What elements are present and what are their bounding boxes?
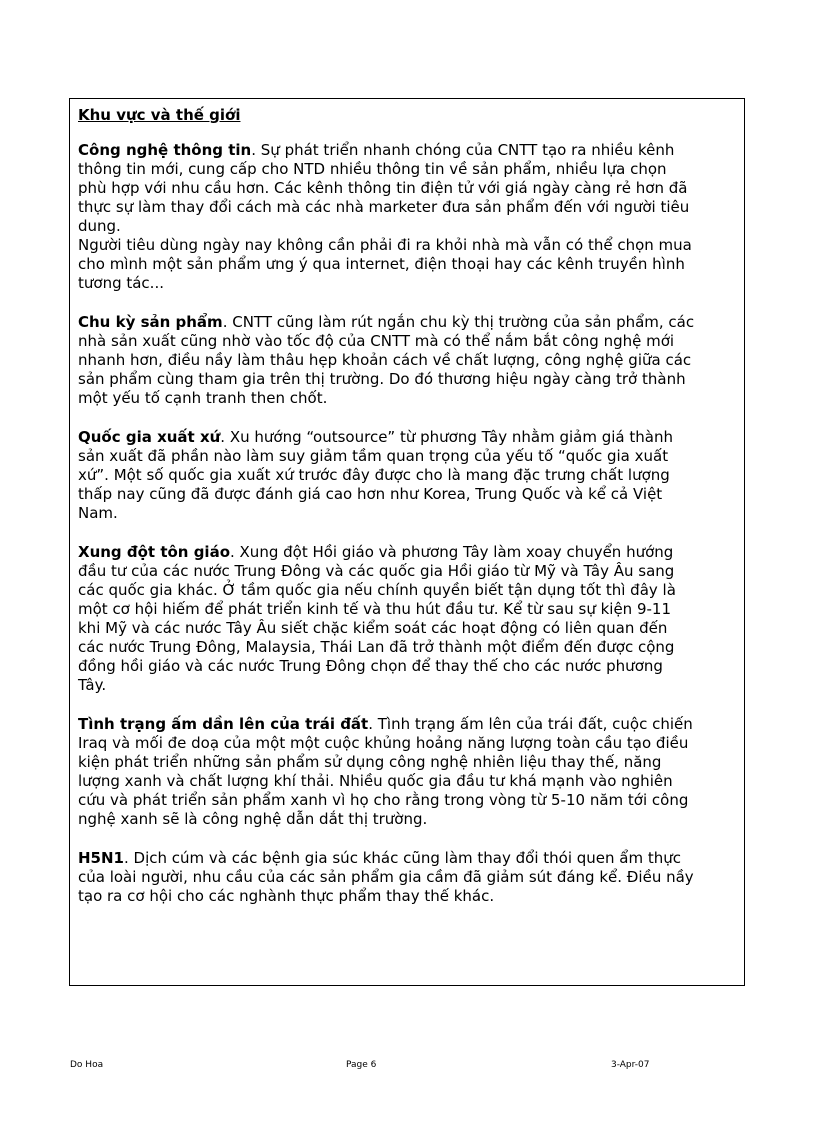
paragraph-line-text: . CNTT cũng làm rút ngắn chu kỳ thị trường của sản phẩm, các [222, 313, 695, 331]
paragraph-line: đầu tư của các nước Trung Đông và các quốc gia Hồi giáo từ Mỹ và Tây Âu sang [78, 562, 675, 580]
paragraph-line: lượng xanh và chất lượng khí thải. Nhiều quốc gia đầu tư khá mạnh vào nghiên [78, 772, 673, 790]
paragraph-line: Người tiêu dùng ngày nay không cần phải đi ra khỏi nhà mà vẫn có thể chọn mua [78, 236, 692, 254]
paragraph-line: thông tin mới, cung cấp cho NTD nhiều thông tin về sản phẩm, nhiều lựa chọn [78, 160, 667, 178]
paragraph-line: kiện phát triển những sản phẩm sử dụng công nghệ nhiên liệu thay thế, năng [78, 753, 662, 771]
paragraph-line-text: . Sự phát triển nhanh chóng của CNTT tạo ra nhiều kênh [251, 141, 675, 159]
paragraph-line: sản phẩm cùng tham gia trên thị trường. Do đó thương hiệu ngày càng trở thành [78, 370, 686, 388]
paragraph-lead: Quốc gia xuất xứ [78, 428, 221, 446]
paragraph-religious-conflict [78, 543, 736, 695]
paragraph-information-technology [78, 141, 736, 293]
paragraph-line: Nam. [78, 504, 118, 522]
paragraph-line: một yếu tố cạnh tranh then chốt. [78, 389, 328, 407]
paragraph-line: nhà sản xuất cũng nhờ vào tốc độ của CNTT mà có thể nắm bắt công nghệ mới [78, 332, 675, 350]
paragraph-line: xứ”. Một số quốc gia xuất xứ trước đây được cho là mang đặc trưng chất lượng [78, 466, 670, 484]
paragraph-product-cycle [78, 313, 736, 408]
paragraph-line: cứu và phát triển sản phẩm xanh vì họ cho rằng trong vòng từ 5-10 năm tới công [78, 791, 689, 809]
paragraph-first-line [78, 543, 736, 562]
paragraph-lead: Xung đột tôn giáo [78, 543, 230, 561]
section-heading: Khu vực và thế giới [78, 106, 241, 124]
paragraph-lead: Tình trạng ấm dần lên của trái đất [78, 715, 369, 733]
paragraph-line: thấp nay cũng đã được đánh giá cao hơn như Korea, Trung Quốc và kể cả Việt [78, 485, 663, 503]
paragraph-line: một cơ hội hiếm để phát triển kinh tế và thu hút đầu tư. Kể từ sau sự kiện 9-11 [78, 600, 671, 618]
paragraph-first-line [78, 141, 736, 160]
paragraph-global-warming [78, 715, 736, 829]
paragraph-lead: Chu kỳ sản phẩm [78, 313, 223, 331]
paragraph-line: dung. [78, 217, 121, 235]
footer-date: 3-Apr-07 [611, 1060, 650, 1070]
paragraph-line: nhanh hơn, điều nầy làm thâu hẹp khoản cách về chất lượng, công nghệ giữa các [78, 351, 692, 369]
paragraph-line: của loài người, nhu cầu của các sản phẩm gia cầm đã giảm sút đáng kể. Điều nầy [78, 868, 694, 886]
paragraph-line: phù hợp với nhu cầu hơn. Các kênh thông tin điện tử với giá ngày càng rẻ hơn đã [78, 179, 688, 197]
paragraph-line: tương tác... [78, 274, 164, 292]
paragraph-lead: H5N1 [78, 849, 124, 867]
paragraph-line: Tây. [78, 676, 107, 694]
paragraph-line-text: . Tình trạng ấm lên của trái đất, cuộc chiến [368, 715, 693, 733]
paragraph-line: cho mình một sản phẩm ưng ý qua internet, điện thoại hay các kênh truyền hình [78, 255, 685, 273]
paragraph-line-text: . Xu hướng “outsource” từ phương Tây nhằm giảm giá thành [220, 428, 673, 446]
paragraph-line: nghệ xanh sẽ là công nghệ dẫn dắt thị trường. [78, 810, 428, 828]
paragraph-lead: Công nghệ thông tin [78, 141, 252, 159]
content-box [69, 98, 745, 986]
paragraph-first-line [78, 428, 736, 447]
paragraph-line: sản xuất đã phần nào làm suy giảm tầm quan trọng của yếu tố “quốc gia xuất [78, 447, 669, 465]
paragraph-line: thực sự làm thay đổi cách mà các nhà marketer đưa sản phẩm đến với người tiêu [78, 198, 690, 216]
paragraph-line: Iraq và mối đe doạ của một một cuộc khủng hoảng năng lượng toàn cầu tạo điều [78, 734, 689, 752]
paragraph-first-line [78, 715, 736, 734]
paragraph-line: khi Mỹ và các nước Tây Âu siết chặc kiểm soát các hoạt động có liên quan đến [78, 619, 668, 637]
footer-author: Do Hoa [70, 1060, 104, 1070]
paragraph-first-line [78, 849, 736, 868]
paragraph-line: các nước Trung Đông, Malaysia, Thái Lan đã trở thành một điểm đến được cộng [78, 638, 675, 656]
paragraph-line: các quốc gia khác. Ở tầm quốc gia nếu chính quyền biết tận dụng tốt thì đây là [78, 581, 676, 599]
paragraph-line: đồng hồi giáo và các nước Trung Đông chọn để thay thế cho các nước phương [78, 657, 663, 675]
paragraph-line-text: . Dịch cúm và các bệnh gia súc khác cũng làm thay đổi thói quen ẩm thực [123, 849, 681, 867]
paragraph-country-of-origin [78, 428, 736, 523]
paragraph-first-line [78, 313, 736, 332]
paragraph-h5n1 [78, 849, 736, 906]
paragraph-line-text: . Xung đột Hồi giáo và phương Tây làm xoay chuyển hướng [230, 543, 674, 561]
paragraph-line: tạo ra cơ hội cho các nghành thực phẩm thay thế khác. [78, 887, 495, 905]
footer-page-number: Page 6 [346, 1060, 377, 1070]
